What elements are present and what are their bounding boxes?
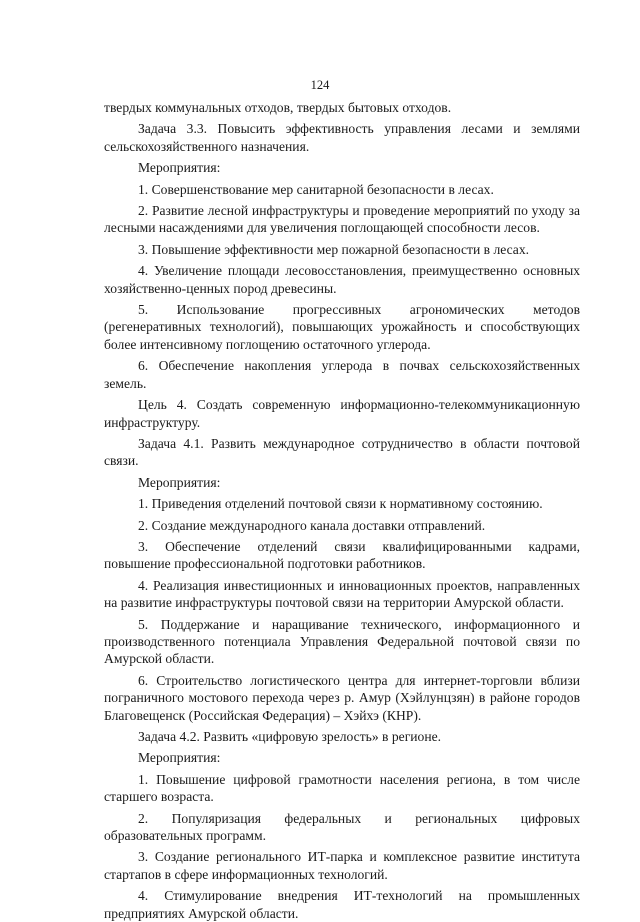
paragraph: Мероприятия: (138, 474, 221, 490)
paragraph: 3. Обеспечение отделений связи квалифицированными кадрами, повышение профессиональной подготовки работников. (104, 538, 580, 572)
paragraph: 4. Увеличение площади лесовосстановления, преимущественно основных хозяйственно-ценных пород древесины. (104, 263, 580, 296)
paragraph: 4. Стимулирование внедрения ИТ-технологий на промышленных предприятиях Амурской области. (104, 888, 580, 921)
page-number: 124 (310, 78, 330, 92)
paragraph: твердых коммунальных отходов, твердых бытовых отходов. (104, 100, 452, 115)
paragraph: 1. Повышение цифровой грамотности населения региона, в том числе старшего возраста. (104, 771, 580, 805)
paragraph: Задача 4.1. Развить международное сотрудничество в области почтовой связи. (104, 435, 580, 469)
paragraph: 5. Использование прогрессивных агрономических методов (регенеративных технологий), повышающих урожайность и способствующих более интенсивному поглощению остаточного углерода. (104, 302, 580, 352)
paragraph: 6. Строительство логистического центра для интернет-торговли вблизи пограничного мостового перехода через р. Амур (Хэйлунцзян) в районе городов Благовещенск (Российская Федерация) – Хэйхэ (КНР). (104, 672, 580, 723)
paragraph: Мероприятия: (138, 160, 221, 176)
paragraph: Цель 4. Создать современную информационно-телекоммуникационную инфраструктуру. (104, 397, 580, 430)
paragraph: 4. Реализация инвестиционных и инновационных проектов, направленных на развитие инфраструктуры почтовой связи на территории Амурской области. (104, 577, 580, 611)
paragraph: 2. Популяризация федеральных и региональных цифровых образовательных программ. (104, 810, 580, 844)
paragraph: 3. Создание регионального ИТ-парка и комплексное развитие института стартапов в сфере информационных технологий. (104, 849, 580, 882)
paragraph: 2. Создание международного канала доставки отправлений. (138, 517, 486, 533)
paragraph: Задача 4.2. Развить «цифровую зрелость» в регионе. (138, 729, 442, 744)
paragraph: 1. Совершенствование мер санитарной безопасности в лесах. (138, 181, 494, 197)
paragraph: 6. Обеспечение накопления углерода в почвах сельскохозяйственных земель. (104, 358, 580, 391)
paragraph: 5. Поддержание и наращивание технического, информационного и производственного потенциала Управления Федеральной почтовой связи по Амурской области. (104, 616, 580, 667)
paragraph: 3. Повышение эффективности мер пожарной безопасности в лесах. (138, 241, 530, 257)
body-text (104, 99, 580, 922)
paragraph: 2. Развитие лесной инфраструктуры и проведение мероприятий по уходу за лесными насаждениями для увеличения поглощающей способности лесов. (104, 203, 580, 236)
paragraph: 1. Приведения отделений почтовой связи к нормативному состоянию. (138, 496, 543, 512)
paragraph: Мероприятия: (138, 750, 221, 766)
paragraph: Задача 3.3. Повысить эффективность управления лесами и землями сельскохозяйственного назначения. (104, 121, 580, 154)
